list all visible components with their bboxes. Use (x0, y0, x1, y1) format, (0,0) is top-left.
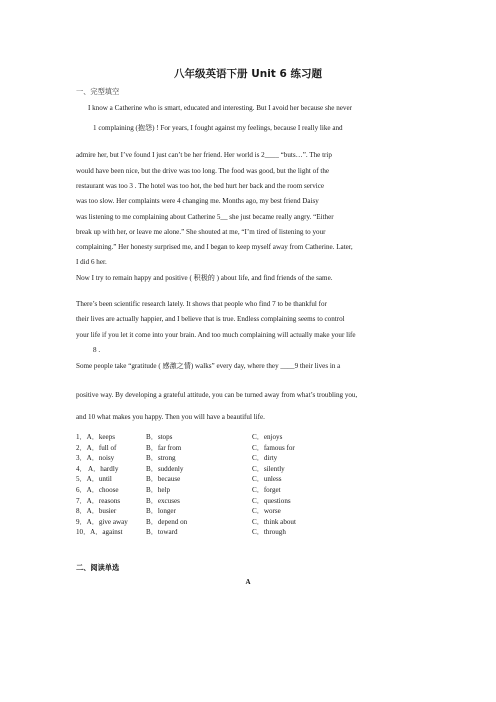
option-c: C．dirty (252, 454, 278, 463)
passage-line: 1 complaining (抱怨) ! For years, I fought against my feelings, because I really like and (93, 124, 343, 132)
option-row (76, 464, 406, 475)
option-row (76, 496, 406, 507)
option-b: B．far from (146, 443, 182, 452)
option-c: C．famous for (252, 443, 295, 452)
option-a: 3．A．noisy (76, 454, 115, 463)
option-row (76, 506, 406, 517)
section-cloze-heading: 一、完型填空 (76, 87, 120, 96)
passage-line: positive way. By developing a grateful attitude, you can be turned away from what’s troubling you, (76, 391, 358, 399)
passage-line: complaining.” Her honesty surprised me, and I began to keep myself away from Catherine. Later, (76, 243, 353, 251)
option-b: B．excuses (146, 496, 180, 505)
option-row (76, 443, 406, 454)
option-row (76, 517, 406, 528)
option-a: 1．A．keeps (76, 433, 116, 441)
option-row (76, 527, 406, 538)
passage-line: admire her, but I’ve found I just can’t be her friend. Her world is 2____ “buts…”. The trip (76, 151, 332, 159)
options-list (76, 432, 406, 538)
option-b: B．longer (146, 507, 176, 516)
passage-line: their lives are actually happier, and I believe that is true. Endless complaining seems to control (76, 315, 345, 323)
option-b: B．stops (146, 433, 173, 441)
option-row (76, 432, 406, 443)
passage-line: would have been nice, but the drive was too long. The food was good, but the light of the (76, 167, 330, 175)
part-label: A (245, 578, 251, 586)
section-reading-heading: 二、阅读单选 (76, 563, 120, 572)
passage-line: was listening to me complaining about Catherine 5__ she just became really angry. “Either (76, 213, 334, 221)
passage-line: Some people take “gratitude ( 感激之情) walks” every day, where they ____9 their lives in a (76, 362, 341, 370)
passage-line: Now I try to remain happy and positive ( 积极的 ) about life, and find friends of the same. (76, 274, 333, 282)
option-row (76, 453, 406, 464)
option-a: 10．A．against (76, 528, 123, 537)
passage-line: break up with her, or leave me alone.” She shouted at me, “I’m tired of listening to your (76, 228, 326, 236)
option-c: C．unless (252, 475, 282, 484)
passage-line: was too slow. Her complaints were 4 changing me. Months ago, my best friend Daisy (76, 197, 319, 205)
option-c: C．forget (252, 485, 281, 494)
passage-line: 8 . (93, 346, 101, 354)
option-b: B．suddenly (146, 464, 184, 473)
option-a: 5．A．until (76, 475, 112, 484)
option-a: 8．A．busier (76, 507, 117, 516)
option-a: 4． A．hardly (76, 464, 119, 473)
option-a: 7．A．reasons (76, 496, 121, 505)
option-a: 2．A．full of (76, 443, 117, 452)
option-b: B．toward (146, 528, 178, 537)
option-a: 9．A．give away (76, 517, 128, 526)
option-b: B．strong (146, 454, 176, 463)
passage-line: I did 6 her. (76, 258, 107, 266)
option-b: B．because (146, 475, 181, 484)
passage-line: and 10 what makes you happy. Then you will have a beautiful life. (76, 413, 265, 421)
option-c: C．worse (252, 507, 281, 516)
passage-line: restaurant was too 3 . The hotel was too hot, the bed hurt her back and the room service (76, 182, 325, 190)
passage-line: There’s been scientific research lately. It shows that people who find 7 to be thankful for (76, 300, 327, 308)
option-a: 6．A．choose (76, 485, 119, 494)
option-c: C．think about (252, 517, 296, 526)
page-title: 八年级英语下册 Unit 6 练习题 (174, 68, 322, 80)
option-row (76, 485, 406, 496)
option-b: B．depend on (146, 517, 188, 526)
passage-line: your life if you let it come into your brain. And too much complaining will actually make your life (76, 331, 356, 339)
option-c: C．questions (252, 496, 291, 505)
option-c: C．through (252, 528, 286, 537)
option-c: C．silently (252, 464, 285, 473)
option-row (76, 474, 406, 485)
option-c: C．enjoys (252, 433, 283, 441)
option-b: B．help (146, 485, 171, 494)
passage-line: I know a Catherine who is smart, educated and interesting. But I avoid her because she never (88, 104, 352, 112)
